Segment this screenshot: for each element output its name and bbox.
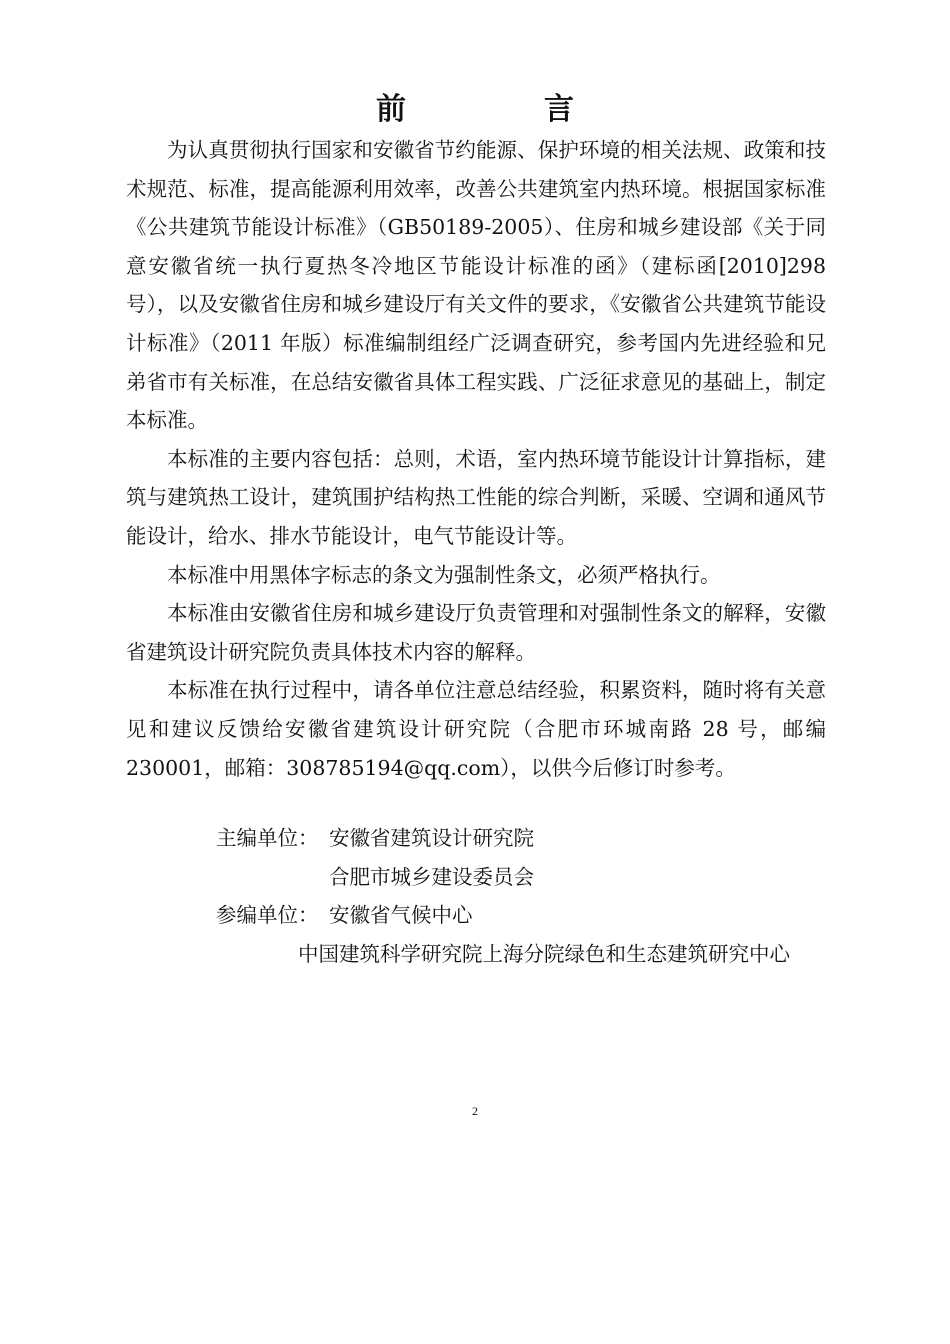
paragraph-contents: 本标准的主要内容包括：总则，术语，室内热环境节能设计计算指标，建筑与建筑热工设计，建筑围护结构热工性能的综合判断，采暖、空调和通风节能设计，给水、排水节能设计，电气节能设计等。 — [126, 446, 826, 548]
participant-2: 中国建筑科学研究院上海分院绿色和生态建筑研究中心 — [298, 941, 790, 966]
chief-editor-label: 主编单位： — [216, 826, 319, 850]
paragraph-management: 本标准由安徽省住房和城乡建设厅负责管理和对强制性条文的解释，安徽省建筑设计研究院负责具体技术内容的解释。 — [126, 601, 826, 664]
page-number: 2 — [472, 1104, 478, 1118]
participant-label: 参编单位： — [216, 903, 319, 928]
editorial-credits — [126, 819, 826, 1012]
participant-row — [126, 896, 826, 935]
chief-editor-row-2 — [126, 858, 826, 897]
chief-editor-1: 安徽省建筑设计研究院 — [329, 826, 534, 850]
paragraph-feedback: 本标准在执行过程中，请各单位注意总结经验，积累资料，随时将有关意见和建议反馈给安徽省建筑设计研究院（合肥市环城南路 28 号，邮编 230001，邮箱：308785194@qq.com），以供今后修订时参考。 — [126, 678, 826, 780]
chief-editor-2: 合肥市城乡建设委员会 — [329, 864, 534, 889]
preface-body — [126, 131, 826, 787]
page-title: 前 言 — [376, 92, 628, 127]
participant-row-2 — [126, 935, 826, 1012]
participant-1: 安徽省气候中心 — [329, 903, 473, 928]
paragraph-mandatory: 本标准中用黑体字标志的条文为强制性条文，必须严格执行。 — [167, 562, 721, 587]
chief-editor-row — [126, 819, 826, 858]
paragraph-purpose: 为认真贯彻执行国家和安徽省节约能源、保护环境的相关法规、政策和技术规范、标准，提高能源利用效率，改善公共建筑室内热环境。根据国家标准《公共建筑节能设计标准》（GB50189-2005）、住房和城乡建设部《关于同意安徽省统一执行夏热冬冷地区节能设计标准的函》（建标函[2010]298 号），以及安徽省住房和城乡建设厅有关文件的要求，《安徽省公共建筑节能设计标准》（2011 年版）标准编制组经广泛调查研究，参考国内先进经验和兄弟省市有关标准，在总结安徽省具体工程实践、广泛征求意见的基础上，制定本标准。 — [126, 138, 826, 433]
